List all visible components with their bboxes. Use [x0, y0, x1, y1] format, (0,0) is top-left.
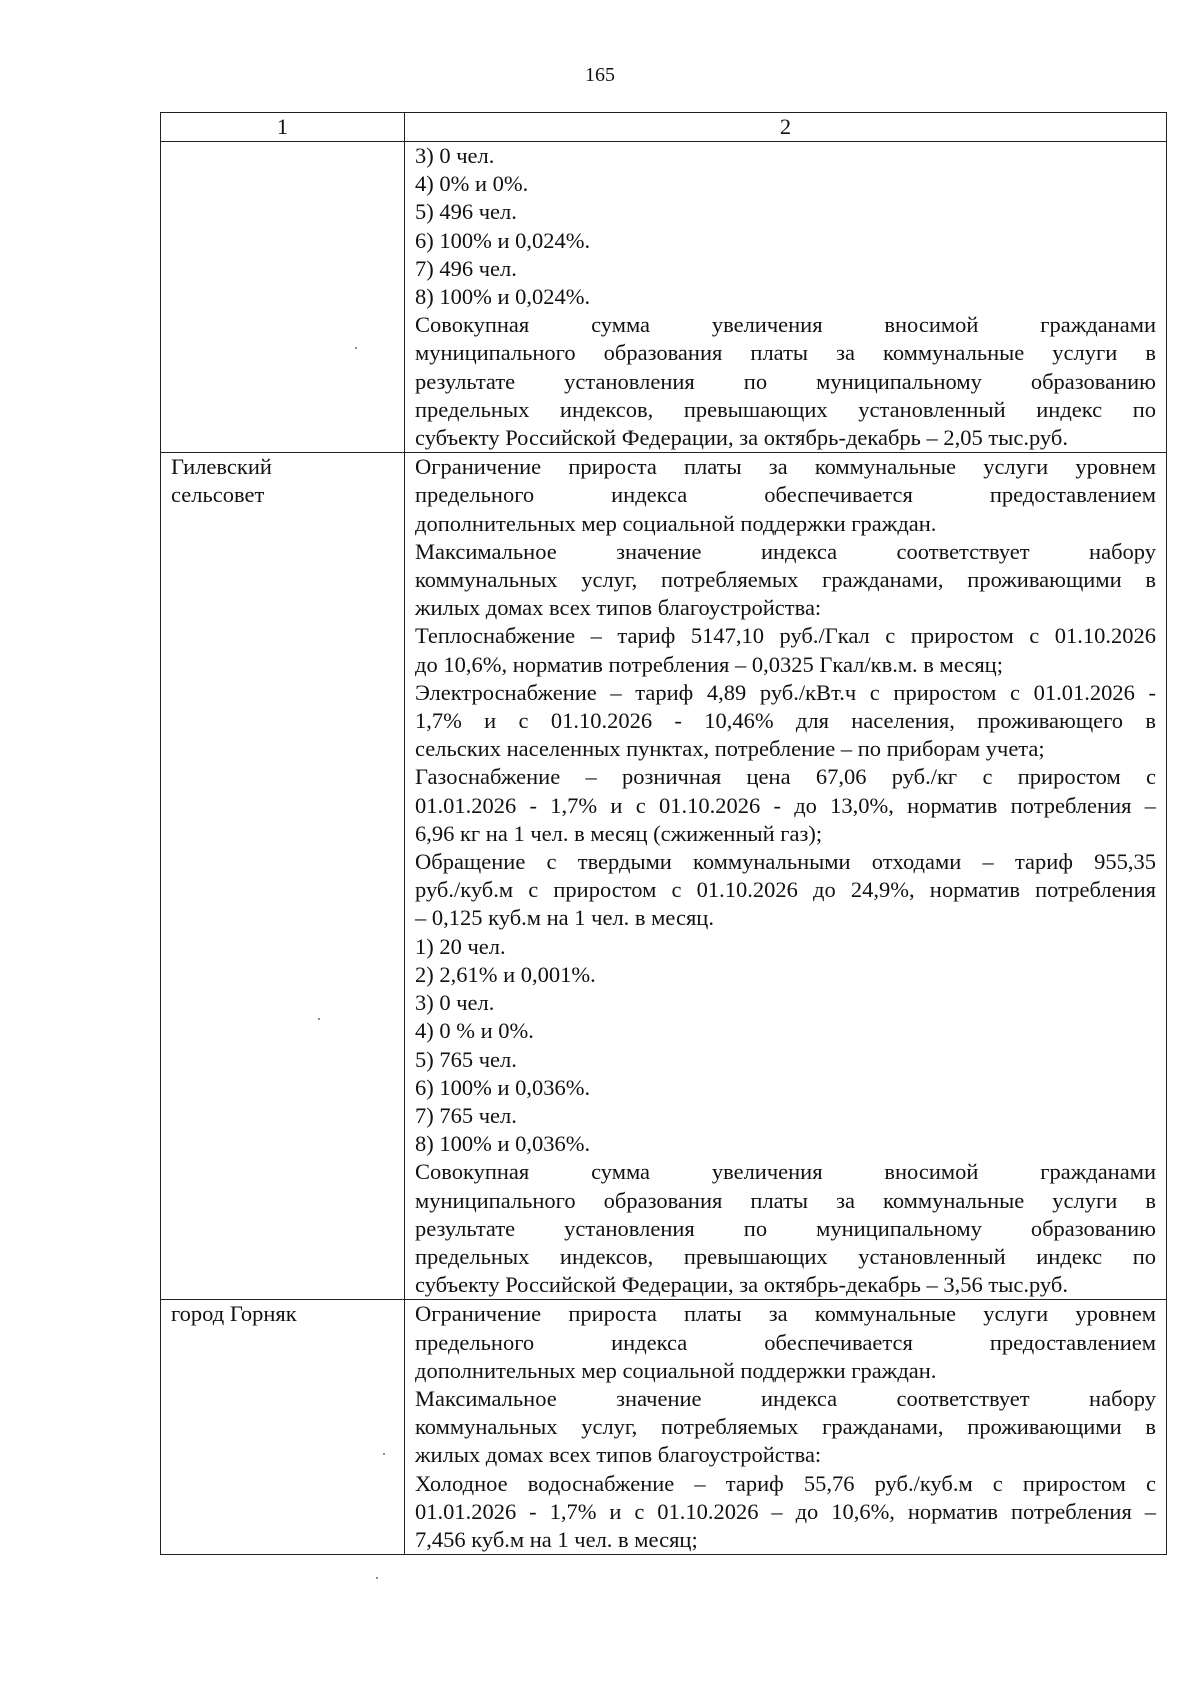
- text-line: 1,7% и с 01.10.2026 - 10,46% для населения, проживающего в: [415, 708, 1156, 734]
- text-line: предельных индексов, превышающих установленный индекс по: [415, 396, 1156, 422]
- text-line: Обращение с твердыми коммунальными отходами – тариф 955,35: [415, 849, 1156, 875]
- table-row: [161, 453, 1167, 1300]
- text-line: 7) 496 чел.: [415, 255, 517, 281]
- description-cell: [405, 453, 1167, 1300]
- text-line: 3) 0 чел.: [415, 143, 495, 168]
- document-table: [160, 112, 1167, 1555]
- column-header-2: 2: [405, 113, 1167, 142]
- text-line: Максимальное значение индекса соответствует набору: [415, 538, 1156, 564]
- text-line: дополнительных мер социальной поддержки граждан.: [415, 1357, 937, 1383]
- text-line: 6) 100% и 0,024%.: [415, 227, 591, 253]
- text-line: 1) 20 чел.: [415, 933, 506, 959]
- region-cell: [161, 142, 405, 453]
- scan-speck: [318, 1018, 320, 1020]
- description-cell: [405, 1300, 1167, 1555]
- region-cell: [161, 453, 405, 1300]
- text-line: 5) 765 чел.: [415, 1046, 517, 1072]
- text-line: Электроснабжение – тариф 4,89 руб./кВт.ч с приростом с 01.01.2026 -: [415, 679, 1156, 705]
- text-line: Газоснабжение – розничная цена 67,06 руб./кг с приростом с: [415, 764, 1156, 790]
- text-line: муниципального образования платы за коммунальные услуги в: [415, 340, 1156, 366]
- text-line: результате установления по муниципальному образованию: [415, 1215, 1156, 1241]
- description-cell: [405, 142, 1167, 453]
- text-line: руб./куб.м с приростом с 01.10.2026 до 24,9%, норматив потребления: [415, 877, 1156, 903]
- page-number: 165: [585, 64, 615, 86]
- text-line: муниципального образования платы за коммунальные услуги в: [415, 1187, 1156, 1213]
- table-row: [161, 142, 1167, 453]
- region-name-line: сельсовет: [171, 482, 265, 508]
- text-line: Теплоснабжение – тариф 5147,10 руб./Гкал с приростом с 01.10.2026: [415, 623, 1156, 649]
- text-line: 01.01.2026 - 1,7% и с 01.10.2026 - до 13,0%, норматив потребления –: [415, 792, 1156, 818]
- scan-speck: [383, 1453, 385, 1455]
- text-line: 2) 2,61% и 0,001%.: [415, 961, 596, 987]
- text-line: дополнительных мер социальной поддержки граждан.: [415, 510, 937, 536]
- text-line: 4) 0 % и 0%.: [415, 1018, 534, 1044]
- text-line: 4) 0% и 0%.: [415, 171, 529, 197]
- text-line: предельных индексов, превышающих установленный индекс по: [415, 1243, 1156, 1269]
- table-body: [161, 142, 1167, 1555]
- region-cell: [161, 1300, 405, 1555]
- text-line: Максимальное значение индекса соответствует набору: [415, 1385, 1156, 1411]
- region-name-line: Гилевский: [171, 454, 272, 480]
- text-line: 01.01.2026 - 1,7% и с 01.10.2026 – до 10,6%, норматив потребления –: [415, 1498, 1156, 1524]
- text-line: предельного индекса обеспечивается предоставлением: [415, 482, 1156, 508]
- text-line: 6,96 кг на 1 чел. в месяц (сжиженный газ);: [415, 820, 823, 846]
- text-line: Ограничение прироста платы за коммунальные услуги уровнем: [415, 454, 1156, 480]
- text-line: результате установления по муниципальному образованию: [415, 368, 1156, 394]
- text-line: Холодное водоснабжение – тариф 55,76 руб./куб.м с приростом с: [415, 1470, 1156, 1496]
- text-line: жилых домах всех типов благоустройства:: [415, 595, 822, 621]
- text-line: – 0,125 куб.м на 1 чел. в месяц.: [415, 905, 714, 931]
- text-line: жилых домах всех типов благоустройства:: [415, 1442, 822, 1468]
- text-line: коммунальных услуг, потребляемых гражданами, проживающими в: [415, 1414, 1156, 1440]
- text-line: 7) 765 чел.: [415, 1102, 517, 1128]
- table-row: [161, 1300, 1167, 1555]
- text-line: коммунальных услуг, потребляемых гражданами, проживающими в: [415, 567, 1156, 593]
- text-line: сельских населенных пунктах, потребление – по приборам учета;: [415, 736, 1045, 762]
- text-line: 8) 100% и 0,024%.: [415, 284, 591, 310]
- text-line: 6) 100% и 0,036%.: [415, 1074, 591, 1100]
- table-header-row: [161, 113, 1167, 142]
- region-name-line: город Горняк: [171, 1301, 297, 1327]
- column-header-1: 1: [161, 113, 405, 142]
- text-line: субъекту Российской Федерации, за октябрь-декабрь – 2,05 тыс.руб.: [415, 425, 1068, 451]
- text-line: до 10,6%, норматив потребления – 0,0325 Гкал/кв.м. в месяц;: [415, 651, 1003, 677]
- text-line: Ограничение прироста платы за коммунальные услуги уровнем: [415, 1301, 1156, 1327]
- text-line: предельного индекса обеспечивается предоставлением: [415, 1329, 1156, 1355]
- text-line: Совокупная сумма увеличения вносимой гражданами: [415, 1159, 1156, 1185]
- text-line: 5) 496 чел.: [415, 199, 517, 225]
- text-line: субъекту Российской Федерации, за октябрь-декабрь – 3,56 тыс.руб.: [415, 1272, 1068, 1298]
- scan-speck: [376, 1577, 378, 1579]
- scan-speck: [355, 347, 357, 349]
- text-line: Совокупная сумма увеличения вносимой гражданами: [415, 312, 1156, 338]
- text-line: 7,456 куб.м на 1 чел. в месяц;: [415, 1526, 698, 1552]
- text-line: 3) 0 чел.: [415, 990, 495, 1016]
- text-line: 8) 100% и 0,036%.: [415, 1131, 591, 1157]
